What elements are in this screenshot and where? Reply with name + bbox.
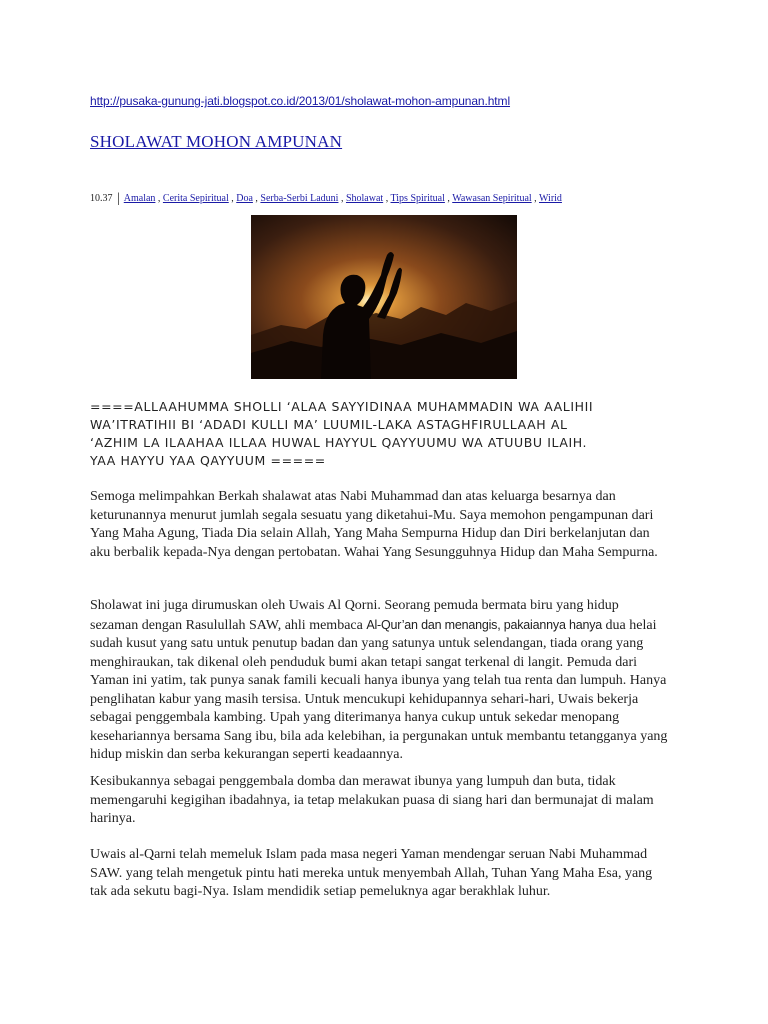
tag-link[interactable]: Amalan	[123, 193, 156, 204]
meta-separator: |	[117, 191, 120, 206]
praying-silhouette-photo	[251, 215, 517, 379]
paragraph	[90, 597, 670, 765]
paragraph: Kesibukannya sebagai penggembala domba dan merawat ibunya yang lumpuh dan buta, tidak memengaruhi kegigihan ibadahnya, ia tetap melakukan puasa di siang hari dan bermunajat di malam harinya.	[90, 774, 654, 826]
tag-link[interactable]: Wirid	[539, 193, 562, 204]
sholawat-line: YAA HAYYU YAA QAYYUUM =====	[90, 453, 326, 468]
tag-link[interactable]: Cerita Sepiritual	[162, 193, 229, 204]
tag-link[interactable]: Tips Spiritual	[390, 193, 445, 204]
sholawat-line: ====ALLAAHUMMA SHOLLI ‘ALAA SAYYIDINAA MUHAMMADIN WA AALIHII	[90, 399, 594, 414]
post-title-link[interactable]: SHOLAWAT MOHON AMPUNAN	[90, 132, 343, 151]
post-meta: 10.37 | Amalan , Cerita Sepiritual , Doa , Serba-Serbi Laduni , Sholawat , Tips Spiritual , Wawasan Sepiritual , Wirid	[90, 191, 562, 206]
tag-link[interactable]: Doa	[236, 193, 253, 204]
post-time: 10.37	[90, 193, 113, 204]
sholawat-text	[90, 398, 690, 470]
paragraph: Uwais al-Qarni telah memeluk Islam pada masa negeri Yaman mendengar seruan Nabi Muhammad SAW. yang telah mengetuk pintu hati mereka untuk menyembah Allah, Tuhan Yang Maha Esa, yang tak ada sekutu bagi-Nya. Islam mendidik setiap pemeluknya agar berakhlak luhur.	[90, 847, 653, 899]
tag-link[interactable]: Wawasan Sepiritual	[452, 193, 532, 204]
sholawat-line: ‘AZHIM LA ILAAHAA ILLAA HUWAL HAYYUL QAYYUUMU WA ATUUBU ILAIH.	[90, 435, 588, 450]
tag-link[interactable]: Sholawat	[345, 193, 384, 204]
paragraph-text: Al-Qur’an dan menangis, pakaiannya hanya	[366, 617, 603, 632]
sholawat-line: WA’ITRATIHII BI ‘ADADI KULLI MA’ LUUMIL-LAKA ASTAGHFIRULLAAH AL	[90, 417, 568, 432]
paragraph: Semoga melimpahkan Berkah shalawat atas Nabi Muhammad dan atas keluarga besarnya dan keturunannya menurut jumlah segala sesuatu yang diketahui-Mu. Saya memohon pengampunan dari Yang Maha Agung, Tiada Dia selain Allah, Yang Maha Sempurna Hidup dan Diri berkelanjutan dan aku berbalik kepada-Nya dengan pertobatan. Wahai Yang Sesungguhnya Hidup dan Maha Sempurna.	[90, 489, 658, 560]
paragraph-text: dua helai sudah kusut yang satu untuk penutup badan dan yang satunya untuk selendangan, tiada orang yang menghiraukan, tak dikenal oleh penduduk bumi akan tetapi sangat terkenal di langit. Pemuda dari Yaman ini yatim, tak punya sanak famili kecuali hanya ibunya yang telah tua renta dan lumpuh. Hanya penglihatan kabur yang masih tersisa. Untuk mencukupi kehidupannya sehari-hari, Uwais bekerja sebagai penggembala kambing. Upah yang diterimanya hanya cukup untuk sekedar menopang kesehariannya bersama Sang ibu, bila ada kelebihan, ia pergunakan untuk membantu tetangganya yang hidup miskin dan serba kekurangan seperti keadaannya.	[90, 617, 668, 762]
source-url-link[interactable]: http://pusaka-gunung-jati.blogspot.co.id/2013/01/sholawat-mohon-ampunan.html	[90, 94, 511, 108]
tag-link[interactable]: Serba-Serbi Laduni	[260, 193, 339, 204]
paragraph-text: Sholawat ini juga dirumuskan oleh Uwais Al Qorni. Seorang pemuda bermata biru yang hidup sezaman dengan Rasulullah SAW, ahli membaca	[90, 598, 619, 633]
